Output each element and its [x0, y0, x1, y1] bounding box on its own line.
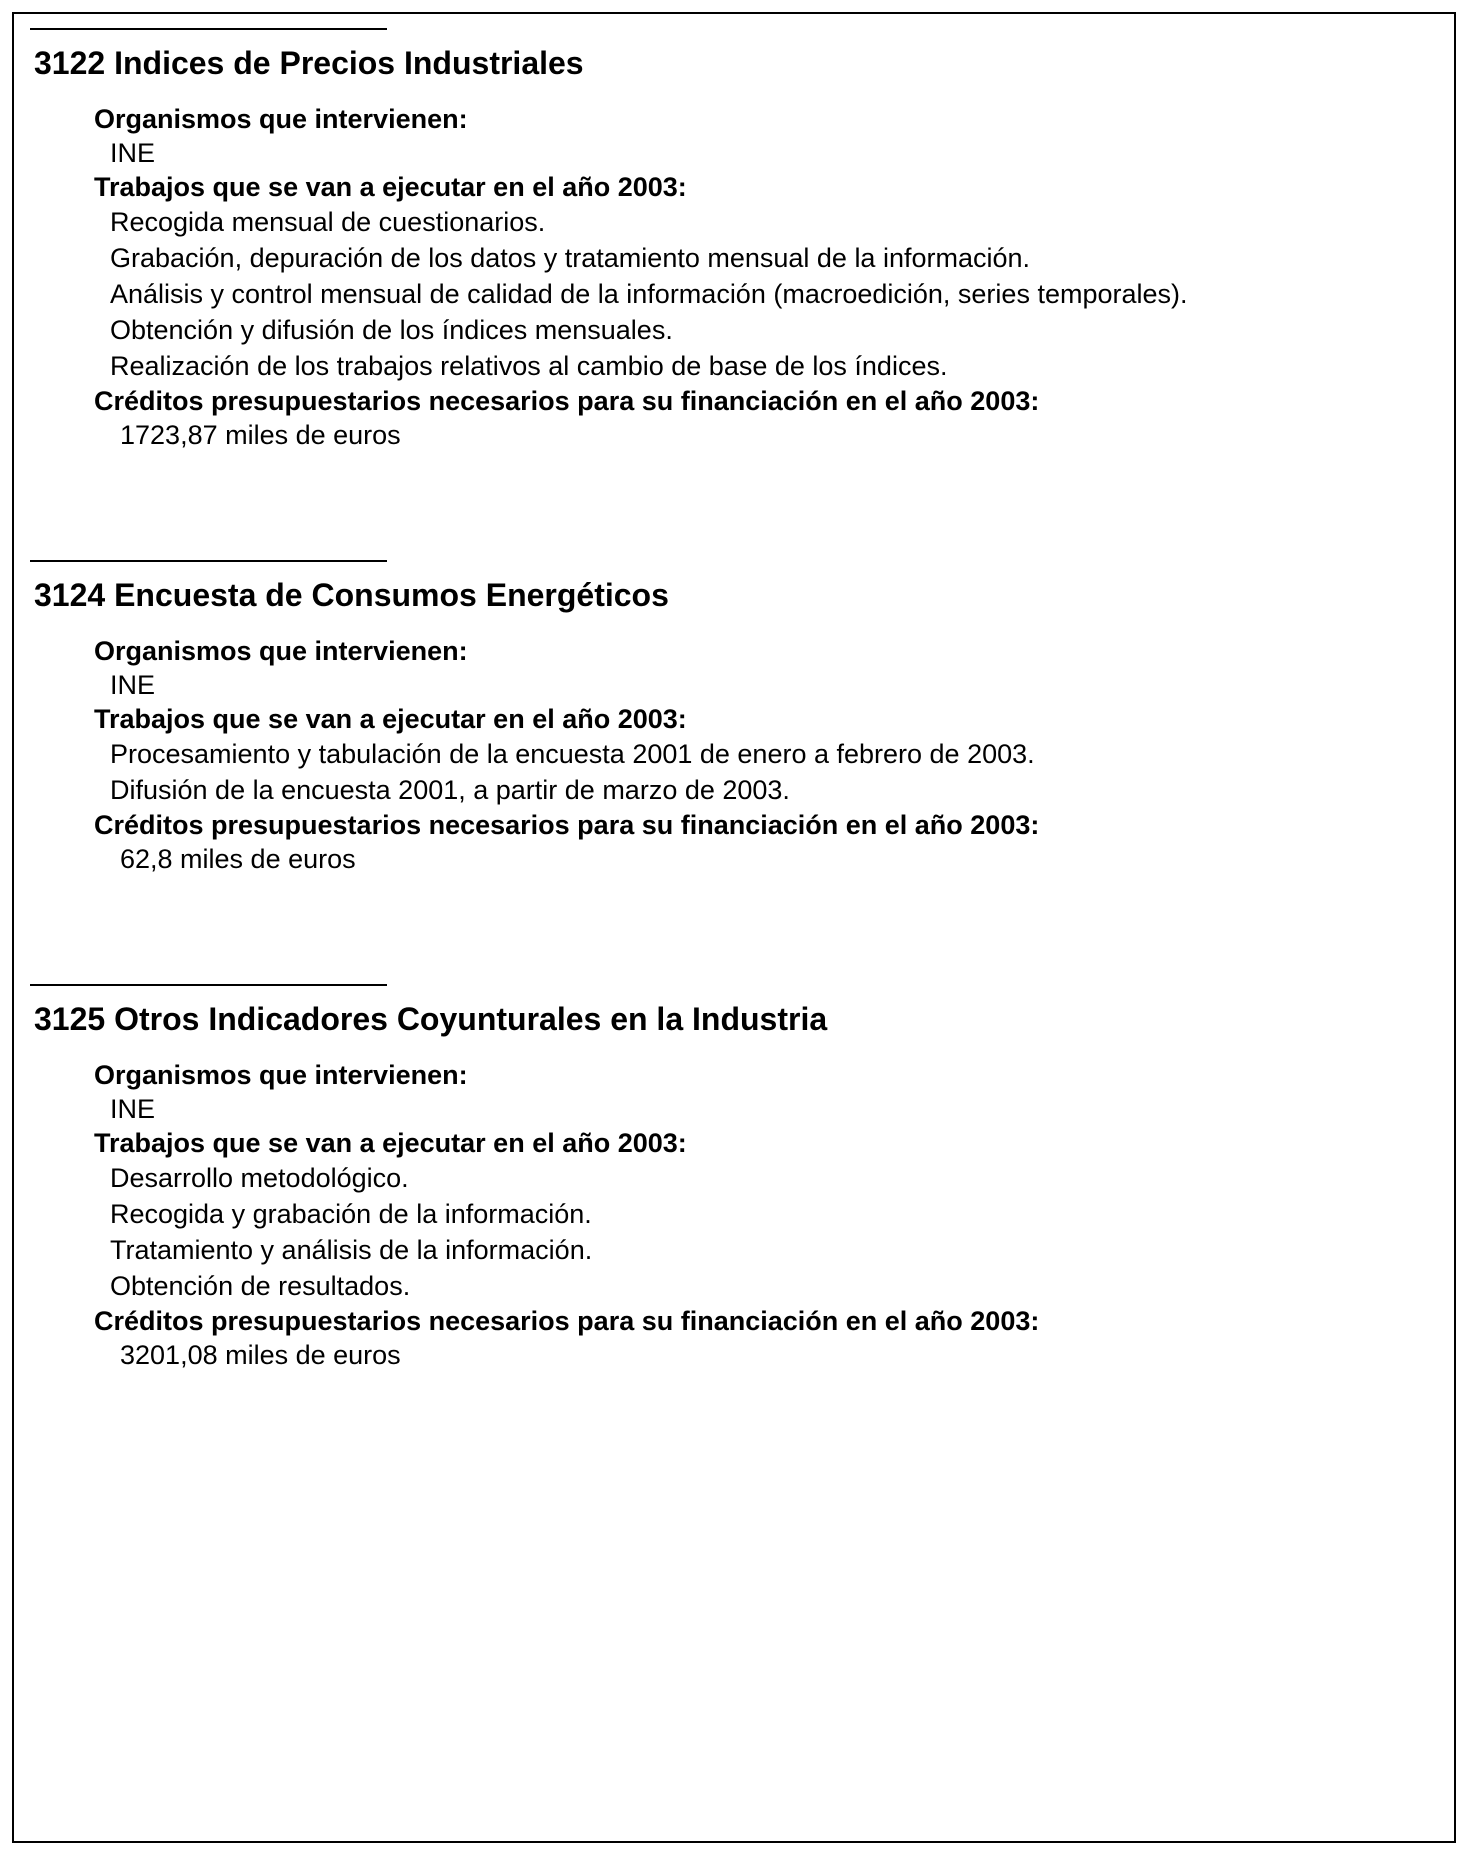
trabajos-label: Trabajos que se van a ejecutar en el año 2003:	[94, 704, 687, 734]
trabajo-item: Tratamiento y análisis de la información.	[110, 1235, 593, 1265]
trabajo-item: Realización de los trabajos relativos al cambio de base de los índices.	[110, 351, 948, 381]
trabajo-item: Obtención y difusión de los índices mensuales.	[110, 315, 673, 345]
section-body	[94, 634, 1394, 876]
organismos-label: Organismos que intervienen:	[94, 636, 468, 666]
section-body	[94, 102, 1394, 452]
section-title: 3124 Encuesta de Consumos Energéticos	[34, 577, 669, 613]
creditos-value: 3201,08 miles de euros	[120, 1340, 401, 1370]
trabajos-label: Trabajos que se van a ejecutar en el año 2003:	[94, 1128, 687, 1158]
trabajo-item: Obtención de resultados.	[110, 1271, 411, 1301]
section-3125	[29, 984, 1409, 1370]
creditos-label: Créditos presupuestarios necesarios para su financiación en el año 2003:	[94, 1306, 1040, 1336]
section-title: 3125 Otros Indicadores Coyunturales en la Industria	[34, 1001, 828, 1037]
creditos-label: Créditos presupuestarios necesarios para su financiación en el año 2003:	[94, 386, 1040, 416]
organismos-value: INE	[110, 138, 156, 168]
trabajos-label: Trabajos que se van a ejecutar en el año 2003:	[94, 172, 687, 202]
section-3124	[29, 560, 1409, 874]
section-divider	[30, 560, 387, 562]
trabajo-item: Procesamiento y tabulación de la encuesta 2001 de enero a febrero de 2003.	[110, 739, 1035, 769]
organismos-value: INE	[110, 1094, 156, 1124]
creditos-value: 62,8 miles de euros	[120, 844, 356, 874]
trabajo-item: Recogida y grabación de la información.	[110, 1199, 592, 1229]
trabajo-item: Desarrollo metodológico.	[110, 1163, 409, 1193]
trabajo-item: Difusión de la encuesta 2001, a partir de marzo de 2003.	[110, 775, 790, 805]
creditos-label: Créditos presupuestarios necesarios para su financiación en el año 2003:	[94, 810, 1040, 840]
organismos-label: Organismos que intervienen:	[94, 104, 468, 134]
trabajo-item: Análisis y control mensual de calidad de la información (macroedición, series temporales).	[110, 279, 1188, 309]
section-title: 3122 Indices de Precios Industriales	[34, 45, 584, 81]
section-divider	[30, 984, 387, 986]
creditos-value: 1723,87 miles de euros	[120, 420, 401, 450]
trabajo-item: Grabación, depuración de los datos y tratamiento mensual de la información.	[110, 243, 1031, 273]
organismos-label: Organismos que intervienen:	[94, 1060, 468, 1090]
organismos-value: INE	[110, 670, 156, 700]
section-body	[94, 1058, 1394, 1372]
section-divider	[30, 28, 387, 30]
trabajo-item: Recogida mensual de cuestionarios.	[110, 207, 546, 237]
section-3122	[29, 28, 1409, 450]
